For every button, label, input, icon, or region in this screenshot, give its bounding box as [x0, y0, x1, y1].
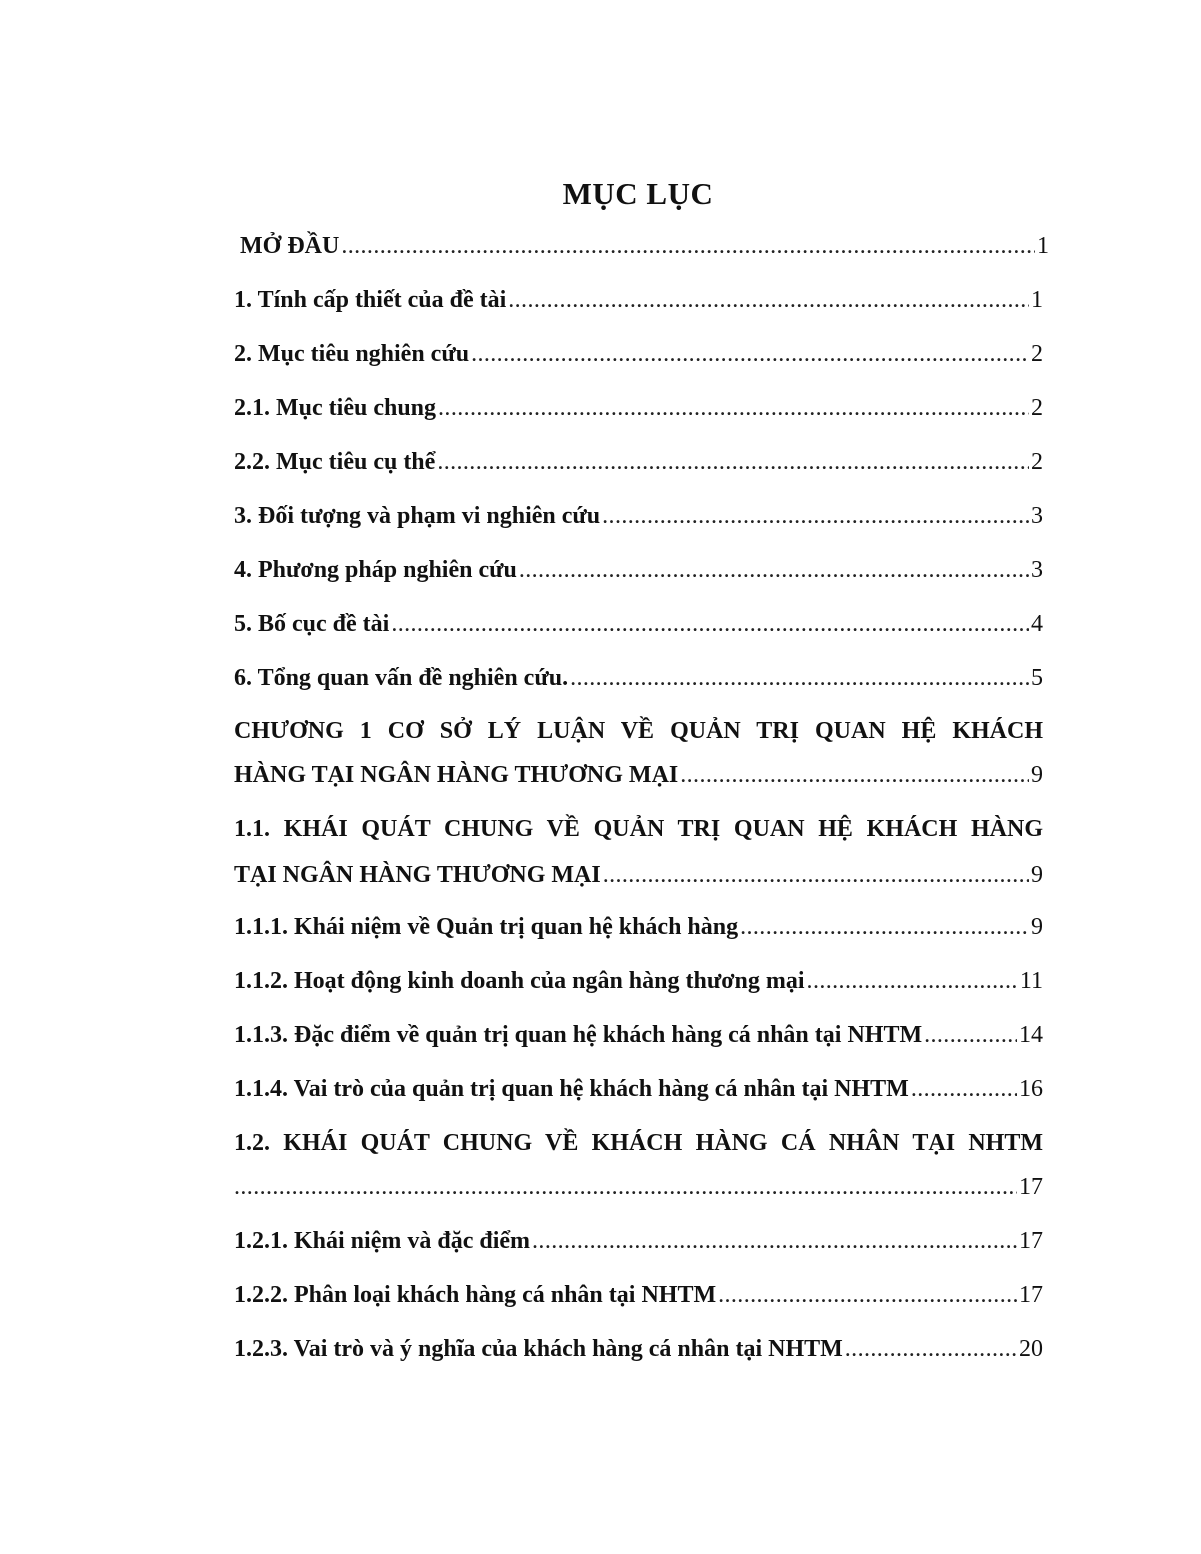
toc-entry-page: 16 — [1019, 1076, 1043, 1102]
toc-entry-label-line1: CHƯƠNG 1 CƠ SỞ LÝ LUẬN VỀ QUẢN TRỊ QUAN HỆ KHÁCH — [234, 718, 1043, 744]
toc-entry[interactable] — [234, 555, 1043, 585]
toc-entry-page: 2 — [1031, 341, 1043, 367]
toc-section-entry[interactable] — [234, 1128, 1043, 1158]
dot-leader — [341, 231, 1035, 261]
toc-entry[interactable] — [234, 1334, 1043, 1364]
toc-entry-label-line1: 1.2. KHÁI QUÁT CHUNG VỀ KHÁCH HÀNG CÁ NHÂN TẠI NHTM — [234, 1130, 1043, 1156]
toc-section-entry-cont[interactable] — [234, 860, 1043, 890]
toc-entry-page: 1 — [1037, 233, 1049, 259]
dot-leader — [471, 339, 1029, 369]
dot-leader — [391, 609, 1029, 639]
toc-entry-page: 17 — [1019, 1228, 1043, 1254]
toc-entry-label: 1.1.2. Hoạt động kinh doanh của ngân hàng thương mại — [234, 968, 805, 994]
toc-entry-page: 4 — [1031, 611, 1043, 637]
toc-entry-label: 3. Đối tượng và phạm vi nghiên cứu — [234, 503, 601, 529]
dot-leader — [234, 1172, 1017, 1202]
toc-entry-label: 4. Phương pháp nghiên cứu — [234, 557, 517, 583]
toc-entry[interactable] — [234, 285, 1043, 315]
dot-leader — [807, 966, 1018, 996]
toc-entry[interactable] — [234, 912, 1043, 942]
dot-leader — [911, 1074, 1017, 1104]
dot-leader — [602, 501, 1029, 531]
toc-entry-label: 5. Bố cục đề tài — [234, 611, 390, 637]
toc-entry-page: 9 — [1031, 762, 1043, 788]
toc-entry[interactable] — [234, 1074, 1043, 1104]
toc-entry-label: 1.1.4. Vai trò của quản trị quan hệ khách hàng cá nhân tại NHTM — [234, 1076, 909, 1102]
toc-entry-label: 1.2.1. Khái niệm và đặc điểm — [234, 1228, 531, 1254]
dot-leader — [603, 860, 1029, 890]
toc-section-entry[interactable] — [234, 814, 1043, 844]
dot-leader — [508, 285, 1029, 315]
dot-leader — [532, 1226, 1017, 1256]
dot-leader — [570, 663, 1029, 693]
toc-entry-page: 2 — [1031, 449, 1043, 475]
toc-entry-label-line2: HÀNG TẠI NGÂN HÀNG THƯƠNG MẠI — [234, 762, 679, 788]
toc-entry-page: 3 — [1031, 503, 1043, 529]
toc-entry[interactable] — [234, 1280, 1043, 1310]
toc-entry-label: 2.2. Mục tiêu cụ thể — [234, 449, 436, 475]
toc-entry[interactable] — [234, 663, 1043, 693]
toc-entry-page: 2 — [1031, 395, 1043, 421]
toc-entry-label-line1: 1.1. KHÁI QUÁT CHUNG VỀ QUẢN TRỊ QUAN HỆ KHÁCH HÀNG — [234, 816, 1043, 842]
toc-entry[interactable] — [234, 231, 1049, 261]
toc-entry[interactable] — [234, 501, 1043, 531]
toc-entry-label: 2. Mục tiêu nghiên cứu — [234, 341, 470, 367]
toc-entry[interactable] — [234, 609, 1043, 639]
toc-entry-page: 1 — [1031, 287, 1043, 313]
dot-leader — [519, 555, 1029, 585]
toc-entry[interactable] — [234, 966, 1043, 996]
toc-entry-label: 6. Tổng quan vấn đề nghiên cứu. — [234, 665, 569, 691]
toc-entry-label: MỞ ĐẦU — [240, 233, 340, 259]
dot-leader — [437, 447, 1029, 477]
toc-title: MỤC LỤC — [562, 176, 714, 211]
toc-entry-label-line2: TẠI NGÂN HÀNG THƯƠNG MẠI — [234, 862, 601, 888]
toc-entry-label: 1. Tính cấp thiết của đề tài — [234, 287, 507, 313]
toc-entry-page: 20 — [1019, 1336, 1043, 1362]
toc-entry-label: 1.1.3. Đặc điểm về quản trị quan hệ khách hàng cá nhân tại NHTM — [234, 1022, 923, 1048]
dot-leader — [924, 1020, 1017, 1050]
toc-entry-label: 1.1.1. Khái niệm về Quản trị quan hệ khách hàng — [234, 914, 739, 940]
toc-entry[interactable] — [234, 1226, 1043, 1256]
dot-leader — [740, 912, 1029, 942]
toc-chapter-entry-cont[interactable] — [234, 760, 1043, 790]
toc-section-entry-cont[interactable] — [234, 1172, 1043, 1202]
toc-entry-page: 3 — [1031, 557, 1043, 583]
toc-entry-page: 5 — [1031, 665, 1043, 691]
toc-entry[interactable] — [234, 393, 1043, 423]
dot-leader — [845, 1334, 1017, 1364]
toc-entry-page: 9 — [1031, 914, 1043, 940]
toc-entry[interactable] — [234, 339, 1043, 369]
toc-entry-label: 1.2.3. Vai trò và ý nghĩa của khách hàng cá nhân tại NHTM — [234, 1336, 843, 1362]
toc-entry-label: 2.1. Mục tiêu chung — [234, 395, 437, 421]
toc-entry[interactable] — [234, 447, 1043, 477]
toc-chapter-entry[interactable] — [234, 716, 1043, 746]
dot-leader — [718, 1280, 1017, 1310]
toc-entry-label: 1.2.2. Phân loại khách hàng cá nhân tại NHTM — [234, 1282, 717, 1308]
toc-entry-page: 14 — [1019, 1022, 1043, 1048]
toc-entry-page: 17 — [1019, 1174, 1043, 1200]
toc-entry-page: 9 — [1031, 862, 1043, 888]
dot-leader — [680, 760, 1029, 790]
toc-entry-page: 17 — [1019, 1282, 1043, 1308]
toc-entry[interactable] — [234, 1020, 1043, 1050]
toc-entry-page: 11 — [1019, 968, 1043, 994]
dot-leader — [438, 393, 1029, 423]
